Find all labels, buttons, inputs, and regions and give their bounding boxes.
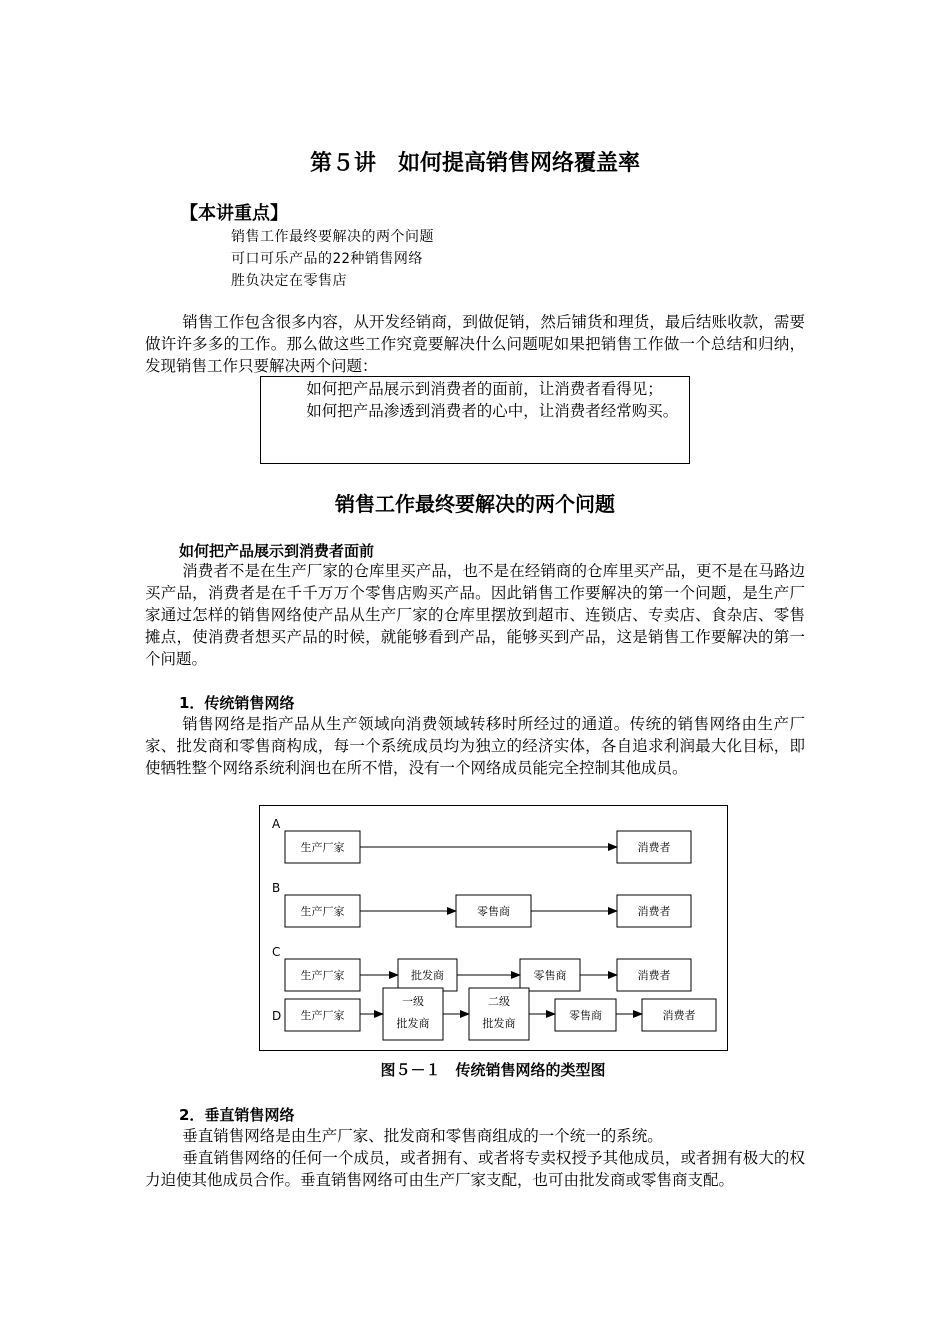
key-point-item: 可口可乐产品的22种销售网络 <box>231 251 423 267</box>
section-subheading: 如何把产品展示到消费者面前 <box>179 542 375 560</box>
intro-paragraph: 销售工作包含很多内容，从开发经销商，到做促销，然后铺货和理货，最后结账收款，需要做许许多多的工作。那么做这些工作究竟要解决什么问题呢如果把销售工作做一个总结和归纳，发现销售工作只要解决两个问题： <box>145 313 805 375</box>
section-title: 销售工作最终要解决的两个问题 <box>335 492 615 516</box>
node-label: 批发商 <box>482 1017 516 1030</box>
summary-line-2: 如何把产品渗透到消费者的心中，让消费者经常购买。 <box>306 402 679 420</box>
row-label: C <box>272 945 281 959</box>
node-label: 生产厂家 <box>300 969 345 982</box>
page-title: 第５讲 如何提高销售网络覆盖率 <box>309 151 640 176</box>
row-label: B <box>272 881 281 895</box>
node-label: 消费者 <box>637 905 671 918</box>
row-label: A <box>272 817 281 831</box>
figure-caption: 图５－１ 传统销售网络的类型图 <box>380 1061 606 1079</box>
vertical-paragraph-2: 垂直销售网络的任何一个成员，或者拥有、或者将专卖权授予其他成员，或者拥有极大的权力迫使其他成员合作。垂直销售网络可由生产厂家支配，也可由批发商或零售商支配。 <box>145 1149 805 1189</box>
vertical-heading: 2．垂直销售网络 <box>179 1106 295 1124</box>
node-label: 生产厂家 <box>300 841 345 854</box>
vertical-paragraph-1: 垂直销售网络是由生产厂家、批发商和零售商组成的一个统一的系统。 <box>182 1127 663 1145</box>
node-label: 消费者 <box>662 1009 696 1022</box>
key-point-item: 销售工作最终要解决的两个问题 <box>231 229 434 245</box>
network-diagram <box>259 805 728 1051</box>
traditional-paragraph: 销售网络是指产品从生产领域向消费领域转移时所经过的通道。传统的销售网络由生产厂家、批发商和零售商构成，每一个系统成员均为独立的经济实体，各自追求利润最大化目标，即使牺牲整个网络系统利润也在所不惜，没有一个网络成员能完全控制其他成员。 <box>145 715 805 777</box>
node-label: 生产厂家 <box>300 1009 345 1022</box>
node-label: 批发商 <box>396 1017 430 1030</box>
node-label: 零售商 <box>569 1009 602 1022</box>
node-label: 批发商 <box>411 969 444 982</box>
node-label: 消费者 <box>637 969 671 982</box>
node-label: 一级 <box>402 995 424 1008</box>
row-label: D <box>272 1009 282 1023</box>
node-label: 零售商 <box>477 905 510 918</box>
summary-line-1: 如何把产品展示到消费者的面前，让消费者看得见； <box>306 380 663 398</box>
node-label: 生产厂家 <box>300 905 345 918</box>
node-label: 消费者 <box>637 841 671 854</box>
section-paragraph: 消费者不是在生产厂家的仓库里买产品，也不是在经销商的仓库里买产品，更不是在马路边买产品，消费者是在千千万万个零售店购买产品。因此销售工作要解决的第一个问题，是生产厂家通过怎样的销售网络使产品从生产厂家的仓库里摆放到超市、连锁店、专卖店、食杂店、零售摊点，使消费者想买产品的时候，就能够看到产品，能够买到产品，这是销售工作要解决的第一个问题。 <box>145 562 805 668</box>
summary-box <box>260 376 690 464</box>
node-label: 二级 <box>488 995 510 1008</box>
network-diagram-svg <box>260 806 727 1050</box>
traditional-heading: 1．传统销售网络 <box>179 694 295 712</box>
node-label: 零售商 <box>533 969 567 982</box>
key-points-heading: 【本讲重点】 <box>180 203 288 224</box>
key-point-item: 胜负决定在零售店 <box>231 273 347 289</box>
